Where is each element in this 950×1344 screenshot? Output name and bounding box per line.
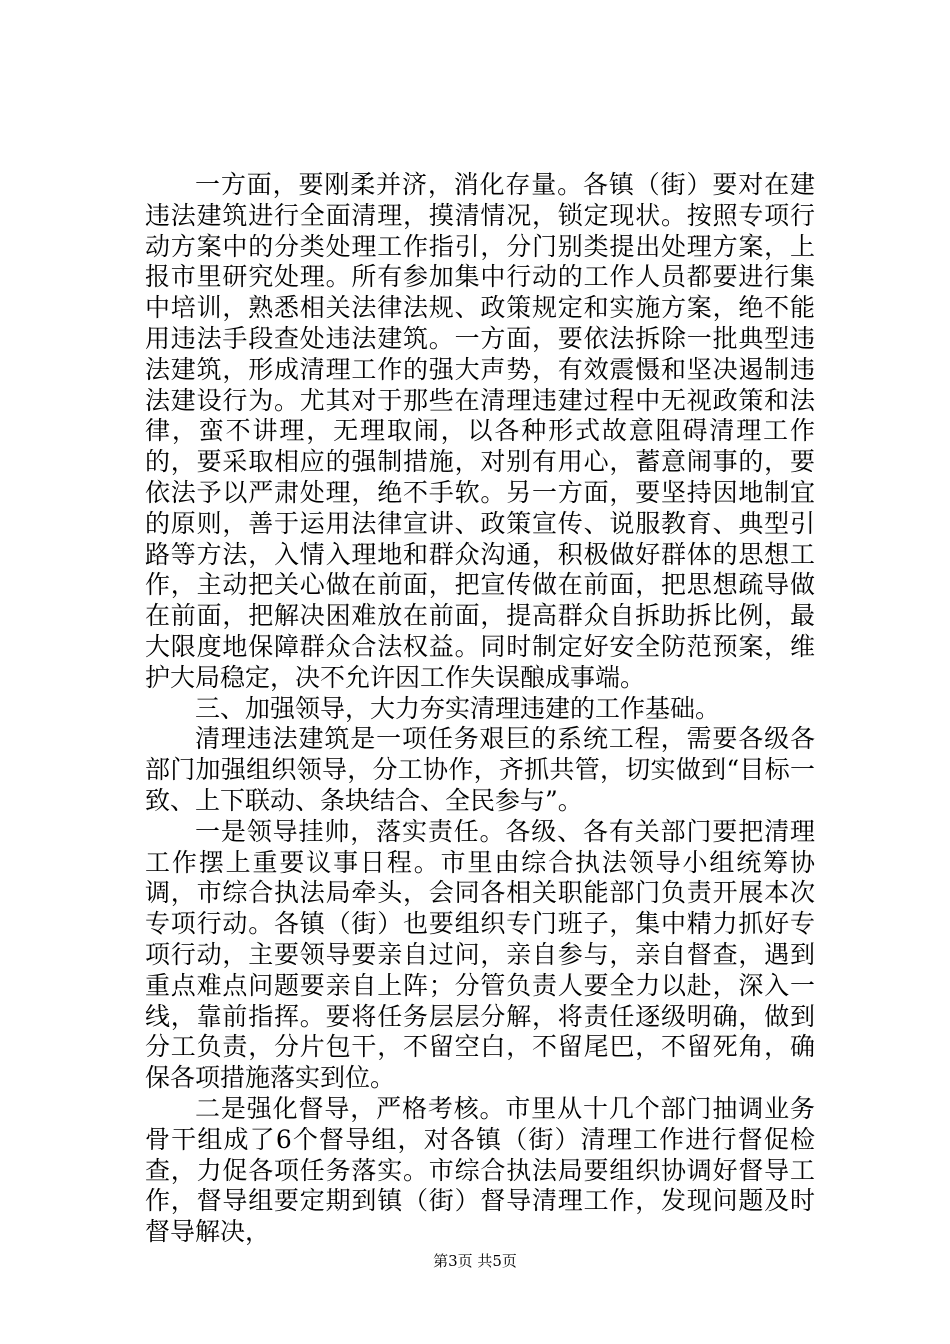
document-body xyxy=(145,170,815,1248)
paragraph-5: 二是强化督导，严格考核。市里从十几个部门抽调业务骨干组成了6个督导组，对各镇（街）清理工作进行督促检查，力促各项任务落实。市综合执法局要组织协调好督导工作，督导组要定期到镇（街）督导清理工作，发现问题及时督导解决， xyxy=(145,1093,815,1247)
page-number-footer: 第3页 共5页 xyxy=(433,1252,517,1270)
paragraph-2-heading: 三、加强领导，大力夯实清理违建的工作基础。 xyxy=(195,693,721,723)
paragraph-1: 一方面，要刚柔并济，消化存量。各镇（街）要对在建违法建筑进行全面清理，摸清情况，锁定现状。按照专项行动方案中的分类处理工作指引，分门别类提出处理方案，上报市里研究处理。所有参加集中行动的工作人员都要进行集中培训，熟悉相关法律法规、政策规定和实施方案，绝不能用违法手段查处违法建筑。一方面，要依法拆除一批典型违法建筑，形成清理工作的强大声势，有效震慑和坚决遏制违法建设行为。尤其对于那些在清理违建过程中无视政策和法律，蛮不讲理，无理取闹，以各种形式故意阻碍清理工作的，要采取相应的强制措施，对别有用心，蓄意闹事的，要依法予以严肃处理，绝不手软。另一方面，要坚持因地制宜的原则，善于运用法律宣讲、政策宣传、说服教育、典型引路等方法，入情入理地和群众沟通，积极做好群体的思想工作，主动把关心做在前面，把宣传做在前面，把思想疏导做在前面，把解决困难放在前面，提高群众自拆助拆比例，最大限度地保障群众合法权益。同时制定好安全防范预案，维护大局稳定，决不允许因工作失误酿成事端。 xyxy=(145,170,815,692)
paragraph-3: 清理违法建筑是一项任务艰巨的系统工程，需要各级各部门加强组织领导，分工协作，齐抓共管，切实做到“目标一致、上下联动、条块结合、全民参与”。 xyxy=(145,724,815,815)
paragraph-4: 一是领导挂帅，落实责任。各级、各有关部门要把清理工作摆上重要议事日程。市里由综合执法领导小组统筹协调，市综合执法局牵头，会同各相关职能部门负责开展本次专项行动。各镇（街）也要组织专门班子，集中精力抓好专项行动，主要领导要亲自过问，亲自参与，亲自督查，遇到重点难点问题要亲自上阵；分管负责人要全力以赴，深入一线，靠前指挥。要将任务层层分解，将责任逐级明确，做到分工负责，分片包干，不留空白，不留尾巴，不留死角，确保各项措施落实到位。 xyxy=(145,816,815,1093)
